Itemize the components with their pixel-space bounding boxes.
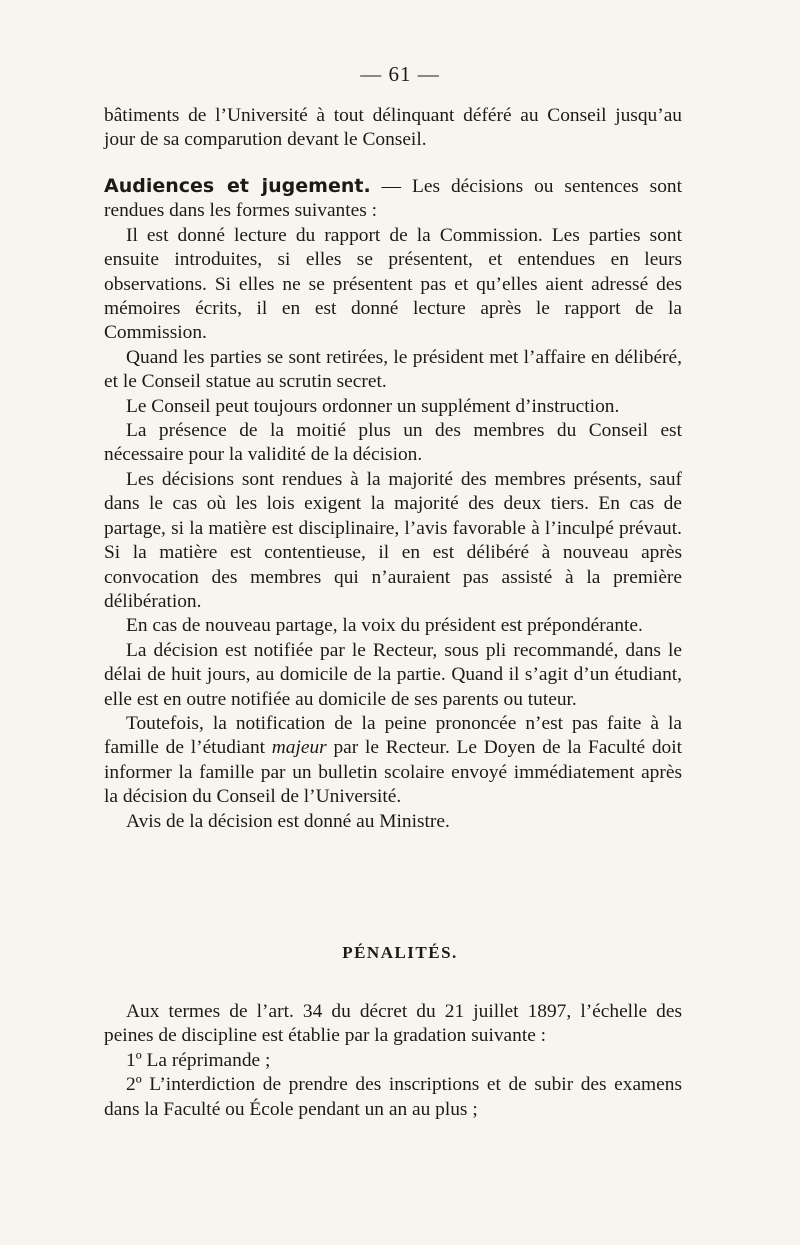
list-item-interdiction: 2º L’interdiction de prendre des inscriptions et de subir des examens dans la Faculté ou École pendant un an au plus ; [104, 1074, 682, 1120]
paragraph-echelle-peines: Aux termes de l’art. 34 du décret du 21 juillet 1897, l’échelle des peines de discipline est établie par la gradation suivante : [104, 1001, 682, 1047]
paragraph-nouveau-partage: En cas de nouveau partage, la voix du président est prépondérante. [126, 615, 643, 637]
section-title-penalites: PÉNALITÉS. [342, 943, 458, 962]
paragraph-notification: La décision est notifiée par le Recteur, sous pli recommandé, dans le délai de huit jours, au domicile de la partie. Quand il s’agit d’un étudiant, elle est en outre notifiée au domicile de ses parents ou tuteur. [104, 639, 682, 710]
paragraph-lecture-rapport: Il est donné lecture du rapport de la Commission. Les parties sont ensuite introduites, si elles se présentent, et entendues en leurs observations. Si elles ne se présentent pas et qu’elles aient adressé des mémoires écrits, il en est donné lecture après le rapport de la Commission. [104, 224, 682, 344]
page-number: — 61 — [360, 62, 440, 86]
carryover-paragraph: bâtiments de l’Université à tout délinquant déféré au Conseil jusqu’au jour de sa comparution devant le Conseil. [104, 105, 682, 151]
toutefois-italic-word: majeur [271, 737, 327, 759]
paragraph-avis-ministre: Avis de la décision est donné au Ministre. [126, 810, 450, 832]
section-heading-audiences: Audiences et jugement. [104, 175, 371, 197]
paragraph-toutefois [104, 712, 682, 810]
paragraph-majorite: Les décisions sont rendues à la majorité des membres présents, sauf dans le cas où les lois exigent la majorité des deux tiers. En cas de partage, si la matière est disciplinaire, l’avis favorable à l’inculpé prévaut. Si la matière est contentieuse, il en est délibéré à nouveau après convocation des membres qui n’auraient pas assisté à la première délibération. [104, 468, 682, 612]
audiences-section [104, 174, 682, 834]
paragraph-quorum: La présence de la moitié plus un des membres du Conseil est nécessaire pour la validité de la décision. [104, 420, 682, 466]
carryover-block [104, 104, 682, 153]
penalites-section [104, 1000, 682, 1122]
audiences-intro-paragraph [104, 174, 682, 224]
toutefois-text-after: par le Recteur. Le Doyen de la Faculté doit informer la famille par un bulletin scolaire envoyé immédiatement après la décision du Conseil de l’Université. [104, 737, 682, 808]
toutefois-text-before: Toutefois, la notification de la peine prononcée n’est pas faite à la famille de l’étudiant [104, 712, 682, 759]
paragraph-deliberation: Quand les parties se sont retirées, le président met l’affaire en délibéré, et le Conseil statue au scrutin secret. [104, 346, 682, 393]
audiences-intro-text: — Les décisions ou sentences sont rendues dans les formes suivantes : [104, 176, 683, 222]
paragraph-supplement-instruction: Le Conseil peut toujours ordonner un supplément d’instruction. [126, 395, 620, 417]
list-item-reprimande: 1º La réprimande ; [126, 1049, 271, 1071]
